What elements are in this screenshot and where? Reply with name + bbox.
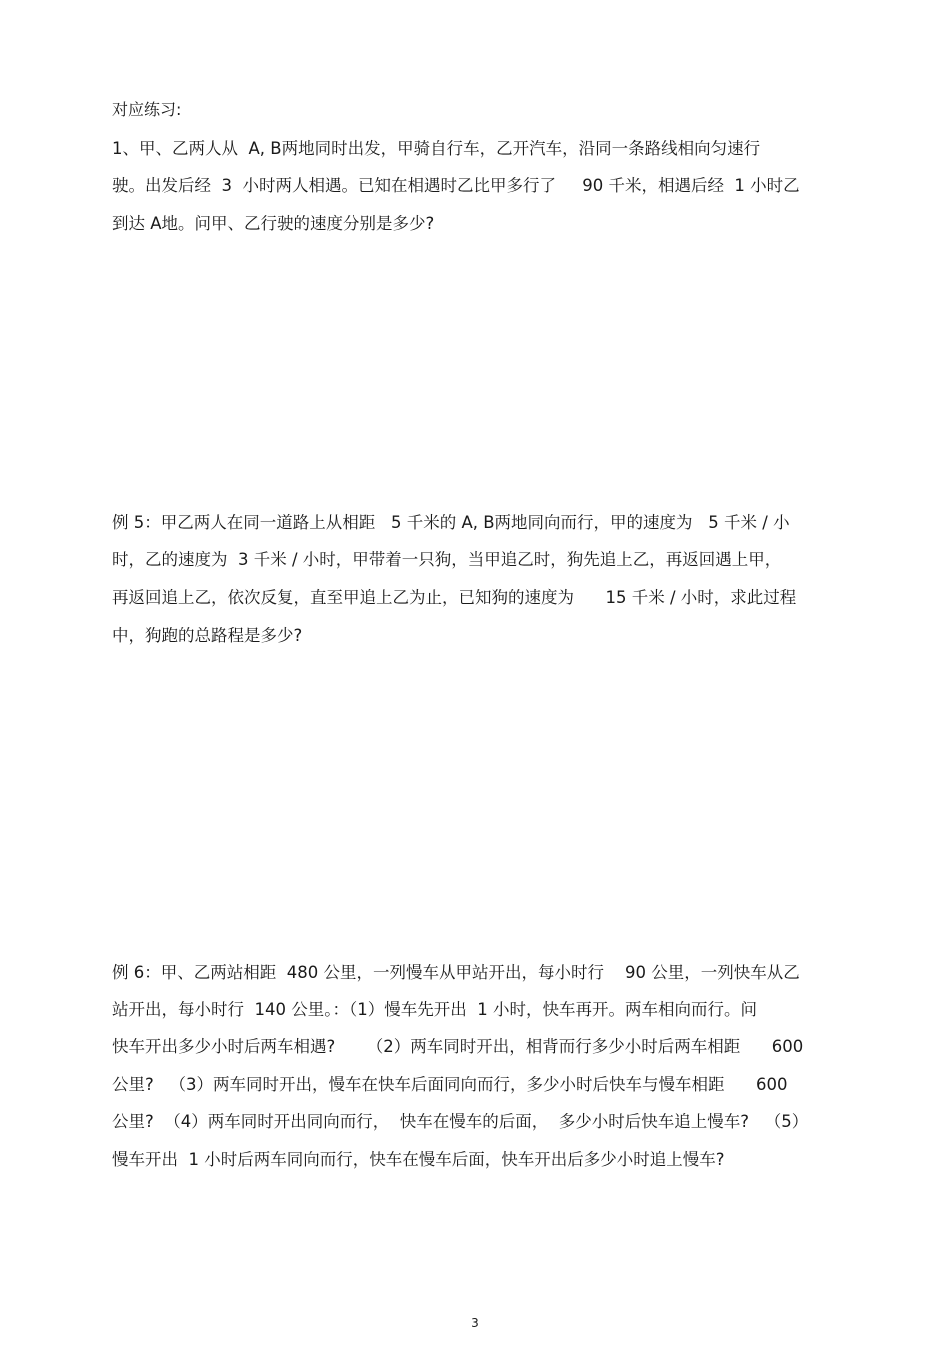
example-6-line: 快车开出多少小时后两车相遇? （2）两车同时开出，相背而行多少小时后两车相距 600: [112, 1037, 804, 1056]
exercise-1-line: 到达 A地。问甲、乙行驶的速度分别是多少?: [112, 214, 435, 233]
page-number: 3: [471, 1316, 479, 1330]
example-6-line: 慢车开出 1 小时后两车同向而行，快车在慢车后面，快车开出后多少小时追上慢车?: [112, 1150, 725, 1169]
section-heading: 对应练习:: [112, 100, 182, 119]
example-5-line: 时，乙的速度为 3 千米 / 小时，甲带着一只狗，当甲追乙时，狗先追上乙，再返回遇上甲，: [112, 550, 782, 569]
exercise-1-line: 1、甲、乙两人从 A, B两地同时出发，甲骑自行车，乙开汽车，沿同一条路线相向匀速行: [112, 139, 761, 158]
example-6-line: 公里? （3）两车同时开出，慢车在快车后面同向而行，多少小时后快车与慢车相距 600: [112, 1075, 788, 1094]
example-5-line: 再返回追上乙，依次反复，直至甲追上乙为止，已知狗的速度为 15 千米 / 小时，求此过程: [112, 588, 797, 607]
exercise-1-line: 驶。出发后经 3 小时两人相遇。已知在相遇时乙比甲多行了 90 千米，相遇后经 1 小时乙: [112, 176, 800, 195]
example-6-line: 站开出，每小时行 140 公里。：（1）慢车先开出 1 小时，快车再开。两车相向而行。问: [112, 1000, 757, 1019]
example-6-line: 公里? （4）两车同时开出同向而行， 快车在慢车的后面， 多少小时后快车追上慢车? （5）: [112, 1112, 809, 1131]
example-5-line: 例 5：甲乙两人在同一道路上从相距 5 千米的 A, B两地同向而行，甲的速度为 5 千米 / 小: [112, 513, 790, 532]
example-5-line: 中，狗跑的总路程是多少?: [112, 626, 303, 645]
example-6-line: 例 6：甲、乙两站相距 480 公里，一列慢车从甲站开出，每小时行 90 公里，一列快车从乙: [112, 963, 800, 982]
